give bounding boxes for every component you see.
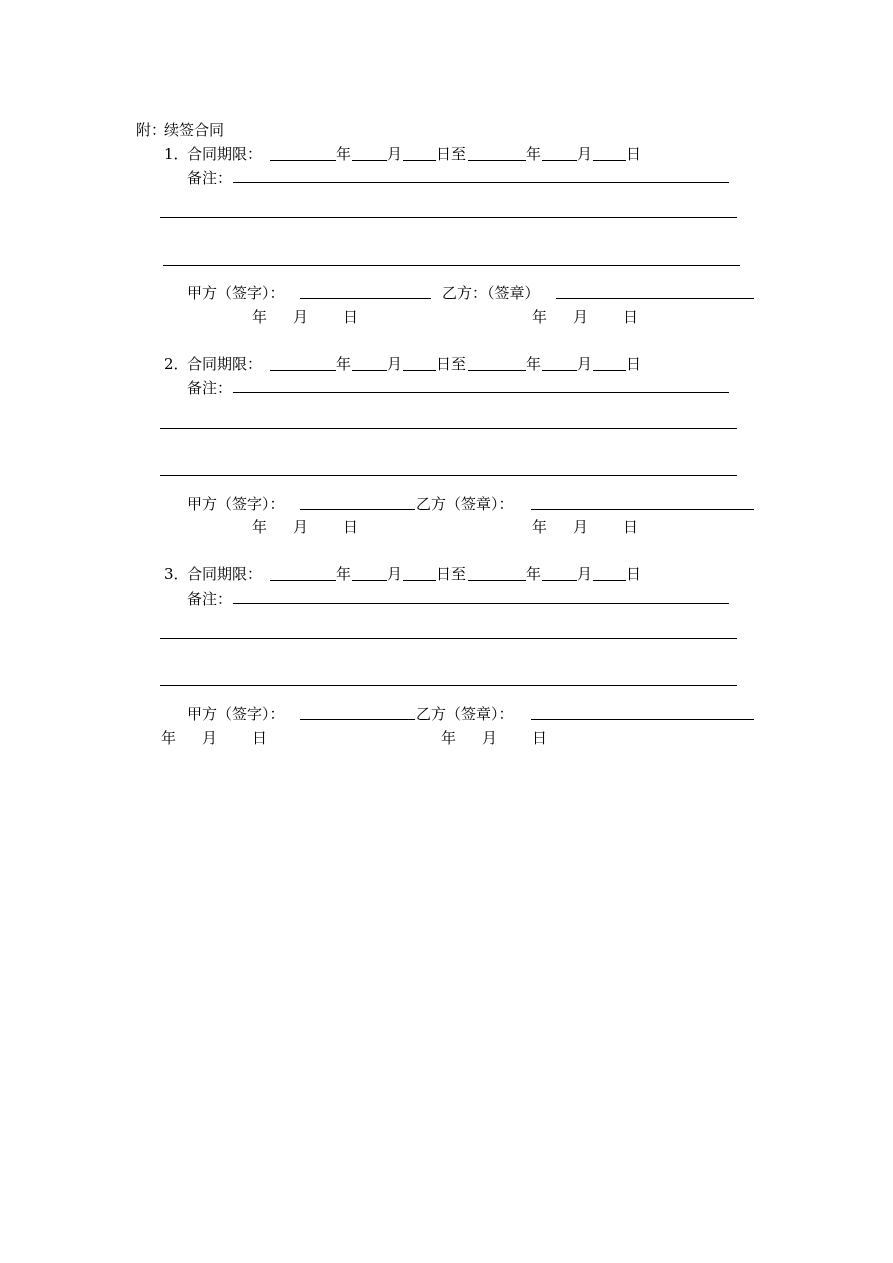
month-label: 月 — [577, 565, 593, 583]
year-label: 年 — [252, 308, 268, 326]
remarks-line-1[interactable] — [233, 603, 729, 604]
start-year-field[interactable] — [270, 370, 336, 371]
end-month-field[interactable] — [542, 580, 577, 581]
remarks-line-1[interactable] — [233, 182, 729, 183]
month-label: 月 — [293, 518, 309, 536]
remarks-label: 备注： — [187, 169, 233, 187]
start-year-field[interactable] — [270, 160, 336, 161]
appendix-prefix: 附： — [136, 121, 167, 139]
month-label: 月 — [387, 565, 403, 583]
start-day-field[interactable] — [403, 160, 436, 161]
day-label: 日 — [343, 308, 359, 326]
month-label: 月 — [573, 518, 589, 536]
remarks-line-1[interactable] — [233, 392, 729, 393]
year-label: 年 — [336, 565, 352, 583]
month-label: 月 — [573, 308, 589, 326]
section-number: 1． — [164, 145, 189, 163]
day-to-label: 日至 — [436, 565, 467, 583]
end-day-field[interactable] — [593, 580, 626, 581]
year-label: 年 — [526, 145, 542, 163]
year-label: 年 — [532, 308, 548, 326]
start-month-field[interactable] — [352, 580, 387, 581]
start-day-field[interactable] — [403, 580, 436, 581]
end-day-field[interactable] — [593, 160, 626, 161]
day-to-label: 日至 — [436, 355, 467, 373]
party-b-label: 乙方（签章）： — [416, 495, 514, 513]
month-label: 月 — [577, 355, 593, 373]
year-label: 年 — [526, 565, 542, 583]
remarks-line-3[interactable] — [160, 685, 737, 686]
end-month-field[interactable] — [542, 370, 577, 371]
party-b-label: 乙方（签章）： — [416, 705, 514, 723]
year-label: 年 — [336, 145, 352, 163]
party-a-signature-field[interactable] — [300, 509, 415, 510]
party-a-signature-field[interactable] — [300, 719, 415, 720]
start-month-field[interactable] — [352, 160, 387, 161]
start-month-field[interactable] — [352, 370, 387, 371]
month-label: 月 — [482, 729, 498, 747]
start-year-field[interactable] — [270, 580, 336, 581]
end-year-field[interactable] — [468, 370, 526, 371]
end-day-field[interactable] — [593, 370, 626, 371]
end-month-field[interactable] — [542, 160, 577, 161]
party-a-label: 甲方（签字）： — [187, 284, 285, 302]
section-number: 3． — [164, 565, 189, 583]
year-label: 年 — [161, 729, 177, 747]
day-label: 日 — [343, 518, 359, 536]
party-b-label: 乙方：（签章） — [442, 284, 540, 302]
remarks-line-2[interactable] — [160, 428, 737, 429]
month-label: 月 — [577, 145, 593, 163]
party-a-label: 甲方（签字）： — [187, 705, 285, 723]
day-label: 日 — [623, 308, 639, 326]
day-label: 日 — [626, 355, 642, 373]
contract-term-label: 合同期限： — [187, 565, 263, 583]
year-label: 年 — [252, 518, 268, 536]
day-label: 日 — [626, 145, 642, 163]
end-year-field[interactable] — [468, 160, 526, 161]
start-day-field[interactable] — [403, 370, 436, 371]
year-label: 年 — [336, 355, 352, 373]
year-label: 年 — [532, 518, 548, 536]
remarks-line-3[interactable] — [163, 265, 740, 266]
party-a-label: 甲方（签字）： — [187, 495, 285, 513]
year-label: 年 — [441, 729, 457, 747]
month-label: 月 — [387, 145, 403, 163]
party-b-seal-field[interactable] — [531, 719, 754, 720]
remarks-line-2[interactable] — [160, 217, 737, 218]
page-title: 续签合同 — [164, 121, 225, 139]
remarks-line-2[interactable] — [160, 638, 737, 639]
party-b-seal-field[interactable] — [531, 509, 754, 510]
month-label: 月 — [293, 308, 309, 326]
section-number: 2． — [164, 355, 189, 373]
party-a-signature-field[interactable] — [300, 298, 431, 299]
end-year-field[interactable] — [468, 580, 526, 581]
party-b-seal-field[interactable] — [556, 298, 754, 299]
contract-term-label: 合同期限： — [187, 145, 263, 163]
day-to-label: 日至 — [436, 145, 467, 163]
month-label: 月 — [387, 355, 403, 373]
day-label: 日 — [532, 729, 548, 747]
remarks-label: 备注： — [187, 590, 233, 608]
remarks-line-3[interactable] — [160, 475, 737, 476]
month-label: 月 — [202, 729, 218, 747]
day-label: 日 — [626, 565, 642, 583]
contract-term-label: 合同期限： — [187, 355, 263, 373]
day-label: 日 — [623, 518, 639, 536]
remarks-label: 备注： — [187, 379, 233, 397]
day-label: 日 — [252, 729, 268, 747]
year-label: 年 — [526, 355, 542, 373]
